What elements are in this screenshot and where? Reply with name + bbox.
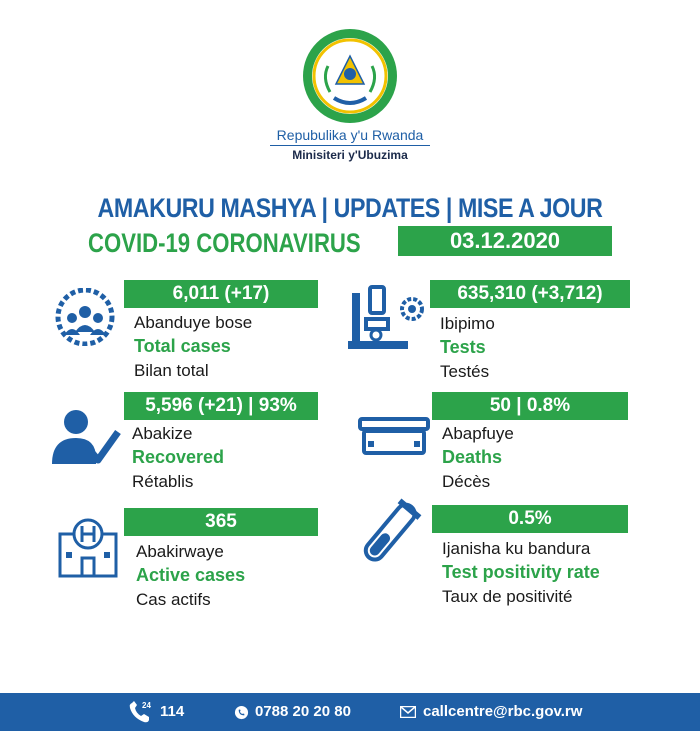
recovered-value: 5,596 (+21) | 93% (124, 392, 318, 420)
total-cases-label-fr: Bilan total (134, 361, 209, 380)
hotline-badge: 24 (142, 701, 151, 710)
total-cases-value: 6,011 (+17) (124, 280, 318, 308)
tests-label-rw: Ibipimo (440, 314, 495, 333)
total-cases-label-en: Total cases (134, 336, 231, 356)
deaths-label-rw: Abapfuye (442, 424, 514, 443)
recovered-label-rw: Abakize (132, 424, 193, 443)
rwanda-seal-icon (300, 26, 400, 126)
ministry-line2: Minisiteri y'Ubuzima (292, 148, 408, 162)
active-cases-label-rw: Abakirwaye (136, 542, 224, 561)
test-tube-icon (352, 498, 422, 574)
active-cases-value: 365 (124, 508, 318, 536)
people-group-icon (55, 288, 115, 346)
deaths-label-en: Deaths (442, 447, 503, 467)
whatsapp-number[interactable]: 0788 20 20 80 (255, 703, 351, 720)
headline-title: AMAKURU MASHYA | UPDATES | MISE A JOUR (97, 193, 603, 223)
deaths-label-fr: Décès (442, 472, 491, 491)
person-check-icon (52, 408, 122, 466)
coffin-icon (356, 415, 432, 459)
positivity-label-fr: Taux de positivité (442, 587, 573, 606)
positivity-value: 0.5% (432, 505, 628, 533)
active-cases-label-en: Active cases (136, 565, 246, 585)
hospital-icon (56, 516, 120, 578)
positivity-label-en: Test positivity rate (442, 562, 600, 582)
tests-label-en: Tests (440, 337, 486, 357)
recovered-label-fr: Rétablis (132, 472, 194, 491)
headline-subtitle: COVID-19 CORONAVIRUS (88, 228, 361, 258)
contact-footer (0, 693, 700, 731)
whatsapp-icon (234, 705, 249, 720)
divider (270, 145, 430, 146)
ministry-line1: Repubulika y'u Rwanda (276, 127, 424, 143)
recovered-label-en: Recovered (132, 447, 225, 467)
date-badge: 03.12.2020 (398, 226, 612, 256)
contact-email[interactable]: callcentre@rbc.gov.rw (423, 703, 583, 720)
active-cases-label-fr: Cas actifs (136, 590, 211, 609)
hotline-number[interactable]: 114 (160, 703, 185, 720)
total-cases-label-rw: Abanduye bose (134, 313, 253, 332)
positivity-label-rw: Ijanisha ku bandura (442, 539, 591, 558)
deaths-value: 50 | 0.8% (432, 392, 628, 420)
tests-value: 635,310 (+3,712) (430, 280, 630, 308)
mail-icon (400, 706, 416, 718)
tests-label-fr: Testés (440, 362, 490, 381)
microscope-icon (346, 283, 428, 353)
